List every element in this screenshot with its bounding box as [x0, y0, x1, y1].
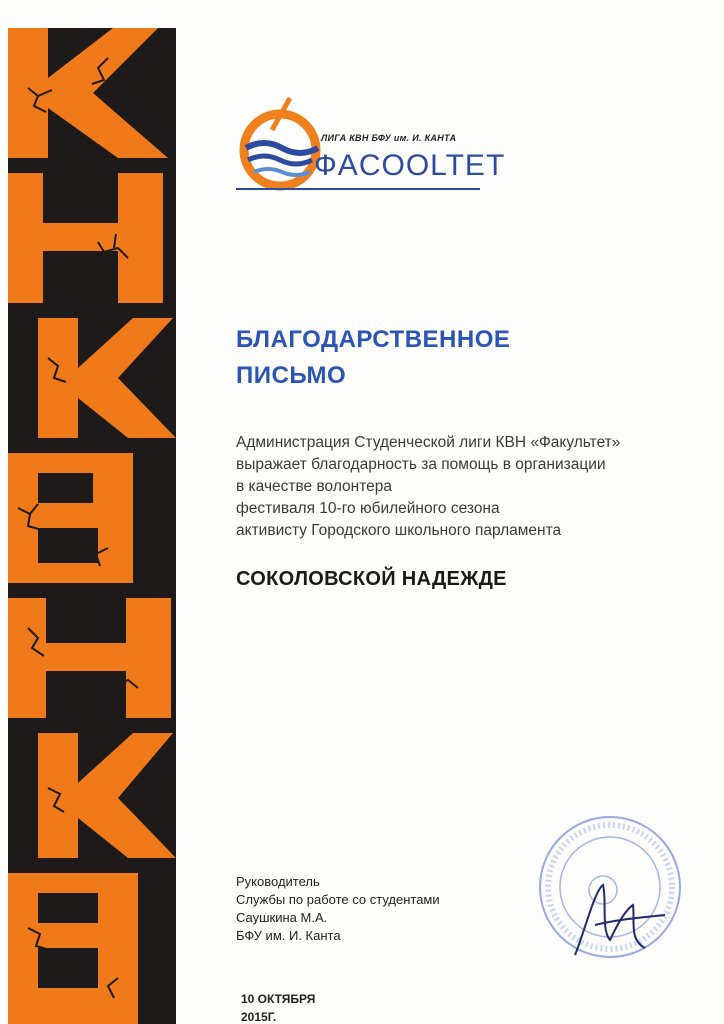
body-line: активисту Городского школьного парламента [236, 522, 562, 539]
title-line-2: ПИСЬМО [236, 362, 347, 389]
body-line: в качестве волонтера [236, 478, 392, 495]
letter-body [236, 432, 676, 542]
decorative-kvn-stripe [8, 28, 176, 1024]
handwritten-signature [555, 870, 675, 970]
signature-line: БФУ им. И. Канта [236, 928, 341, 943]
signature-block [236, 873, 440, 945]
signature-line: Руководитель [236, 874, 320, 889]
date-line-2: 2015Г. [241, 1010, 277, 1024]
recipient-name: СОКОЛОВСКОЙ НАДЕЖДЕ [236, 568, 507, 590]
body-line: Администрация Студенческой лиги КВН «Факультет» [236, 434, 621, 451]
title-line-1: БЛАГОДАРСТВЕННОЕ [236, 326, 511, 353]
kvn-letters-pattern [8, 28, 176, 1024]
logo-caption: ЛИГА КВН БФУ им. И. КАНТА [321, 133, 457, 143]
body-line: фестиваля 10-го юбилейного сезона [236, 500, 500, 517]
signature-line: Службы по работе со студентами [236, 892, 440, 907]
signature-line: Саушкина М.А. [236, 910, 328, 925]
date-line-1: 10 ОКТЯБРЯ [241, 992, 316, 1006]
logo-wordmark: ФACOOLTET [314, 149, 506, 182]
letter-date [241, 990, 315, 1024]
logo-underline [236, 188, 480, 190]
letter-title [236, 322, 510, 394]
body-line: выражает благодарность за помощь в организации [236, 456, 606, 473]
